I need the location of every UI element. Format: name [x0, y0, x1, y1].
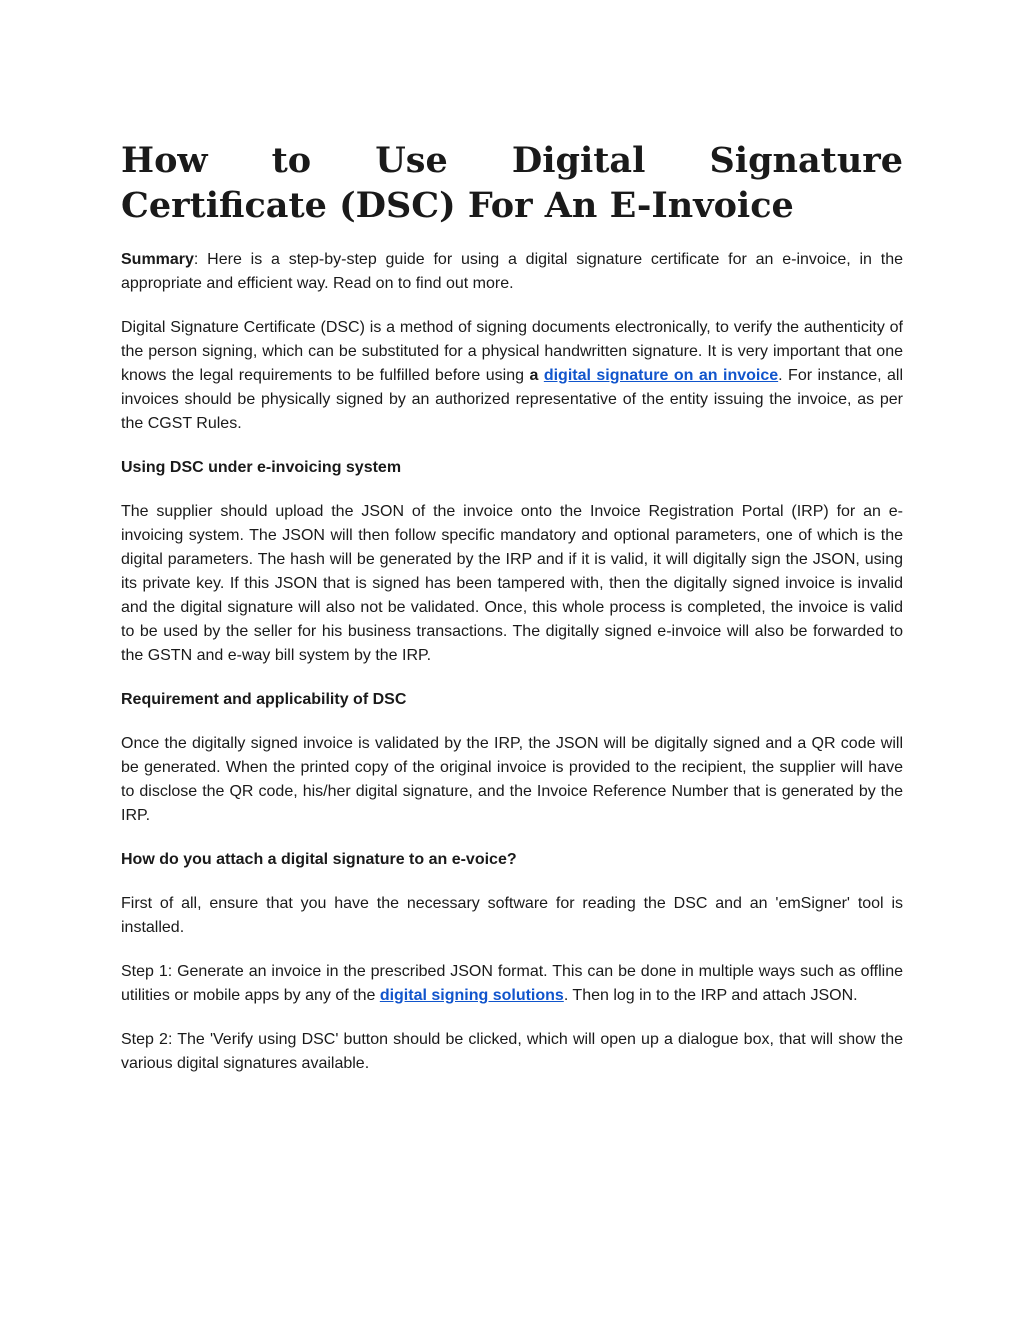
document-page	[121, 138, 903, 1096]
step-1-text-before: Step 1: Generate an invoice in the prescribed JSON format. This can be done in multiple ways such as offline utilities or mobile apps by any of the	[121, 963, 903, 1004]
intro-paragraph	[121, 316, 903, 436]
intro-text-before: Digital Signature Certificate (DSC) is a method of signing documents electronically, to verify the authenticity of the person signing, which can be substituted for a physical handwritten signature. It is very important that one knows the legal requirements to be fulfilled before using	[121, 319, 903, 384]
summary-text: : Here is a step-by-step guide for using a digital signature certificate for an e-invoice, in the appropriate and efficient way. Read on to find out more.	[121, 251, 903, 292]
digital-signing-solutions-link[interactable]: digital signing solutions	[379, 987, 564, 1004]
intro-text-after: . For instance, all invoices should be physically signed by an authorized representative of the entity issuing the invoice, as per the CGST Rules.	[121, 367, 904, 432]
intro-bold-a: a	[529, 367, 539, 384]
section-text-attach: First of all, ensure that you have the necessary software for reading the DSC and an 'emSigner' tool is installed.	[121, 895, 903, 936]
step-2-paragraph: Step 2: The 'Verify using DSC' button should be clicked, which will open up a dialogue box, that will show the various digital signatures available.	[121, 1031, 903, 1072]
section-text-using-dsc: The supplier should upload the JSON of the invoice onto the Invoice Registration Portal (IRP) for an e-invoicing system. The JSON will then follow specific mandatory and optional parameters, one of which is the digital parameters. The hash will be generated by the IRP and if it is valid, it will digitally sign the JSON, using its private key. If this JSON that is signed has been tampered with, then the digitally signed invoice is invalid and the digital signature will also not be validated. Once, this whole process is completed, the invoice is valid to be used by the seller for his business transactions. The digitally signed e-invoice will also be forwarded to the GSTN and e-way bill system by the IRP.	[121, 503, 903, 664]
section-text-requirement: Once the digitally signed invoice is validated by the IRP, the JSON will be digitally signed and a QR code will be generated. When the printed copy of the original invoice is provided to the recipient, the supplier will have to disclose the QR code, his/her digital signature, and the Invoice Reference Number that is generated by the IRP.	[121, 735, 903, 824]
section-heading-requirement: Requirement and applicability of DSC	[121, 691, 407, 708]
step-1-text-after: . Then log in to the IRP and attach JSON.	[563, 987, 858, 1004]
section-heading-attach: How do you attach a digital signature to an e-voice?	[121, 851, 517, 868]
step-1-paragraph	[121, 960, 903, 1008]
digital-signature-invoice-link[interactable]: digital signature on an invoice	[543, 367, 779, 384]
summary-label: Summary	[121, 251, 194, 268]
summary-paragraph	[121, 248, 903, 296]
section-heading-using-dsc: Using DSC under e-invoicing system	[121, 459, 402, 476]
page-title: How to Use Digital Signature Certificate (DSC) For An E-Invoice	[121, 140, 903, 226]
